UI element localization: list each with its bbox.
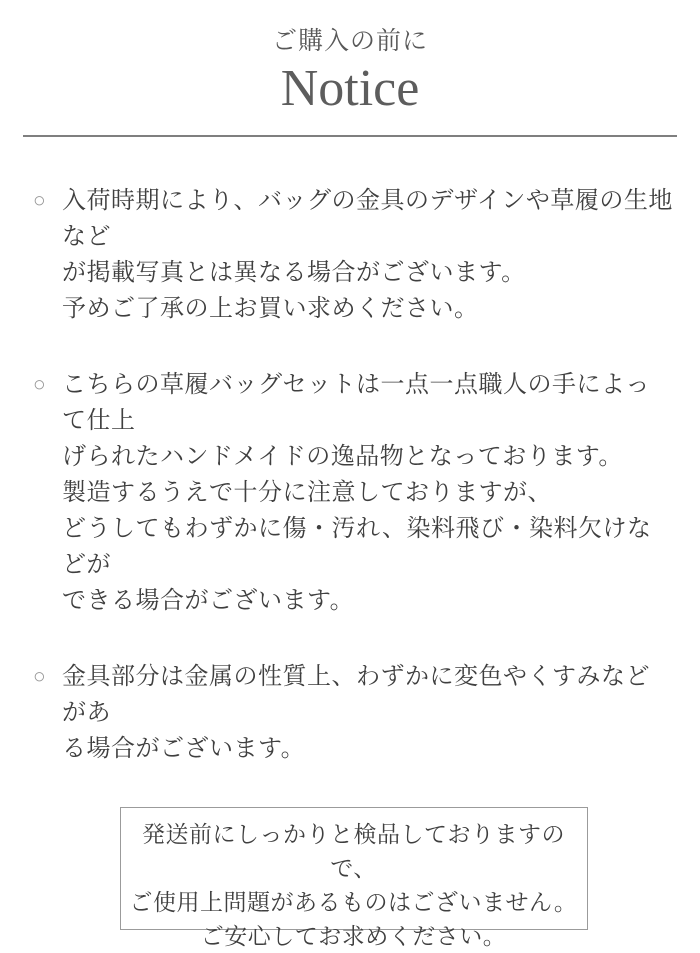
notice-item-text [62,659,674,767]
notice-line: 金具部分は金属の性質上、わずかに変色やくすみなどがあ [62,663,650,726]
note-line: ご安心してお求めください。 [200,923,507,949]
note-line: 発送前にしっかりと検品しておりますので、 [142,821,565,881]
circle-marker-icon: ○ [33,373,46,396]
notice-line: どうしてもわずかに傷・汚れ、染料飛び・染料欠けなどが [62,515,652,578]
header-subtitle: ご購入の前に [271,28,428,55]
circle-marker-icon: ○ [33,189,46,212]
note-line: ご使用上問題があるものはございません。 [129,889,578,915]
notice-header [0,0,700,116]
notice-line: る場合がございます。 [62,735,306,762]
notice-item [33,367,674,619]
notice-item-text [62,183,674,327]
notice-line: こちらの草履バッグセットは一点一点職人の手によって仕上 [62,371,650,434]
notice-line: げられたハンドメイドの逸品物となっております。 [62,443,623,470]
notice-item [33,183,674,327]
inspection-note-box [120,807,588,949]
notice-item-text [62,367,674,619]
notice-line: 製造するうえで十分に注意しておりますが、 [62,479,552,506]
notice-line: が掲載写真とは異なる場合がございます。 [62,259,526,286]
circle-marker-icon: ○ [33,665,46,688]
notice-item [33,659,674,767]
notice-line: できる場合がございます。 [62,587,355,614]
notice-list [0,137,700,949]
notice-line: 入荷時期により、バッグの金具のデザインや草履の生地など [62,187,673,250]
notice-line: 予めご了承の上お買い求めください。 [62,295,479,322]
page-title: Notice [280,60,420,117]
